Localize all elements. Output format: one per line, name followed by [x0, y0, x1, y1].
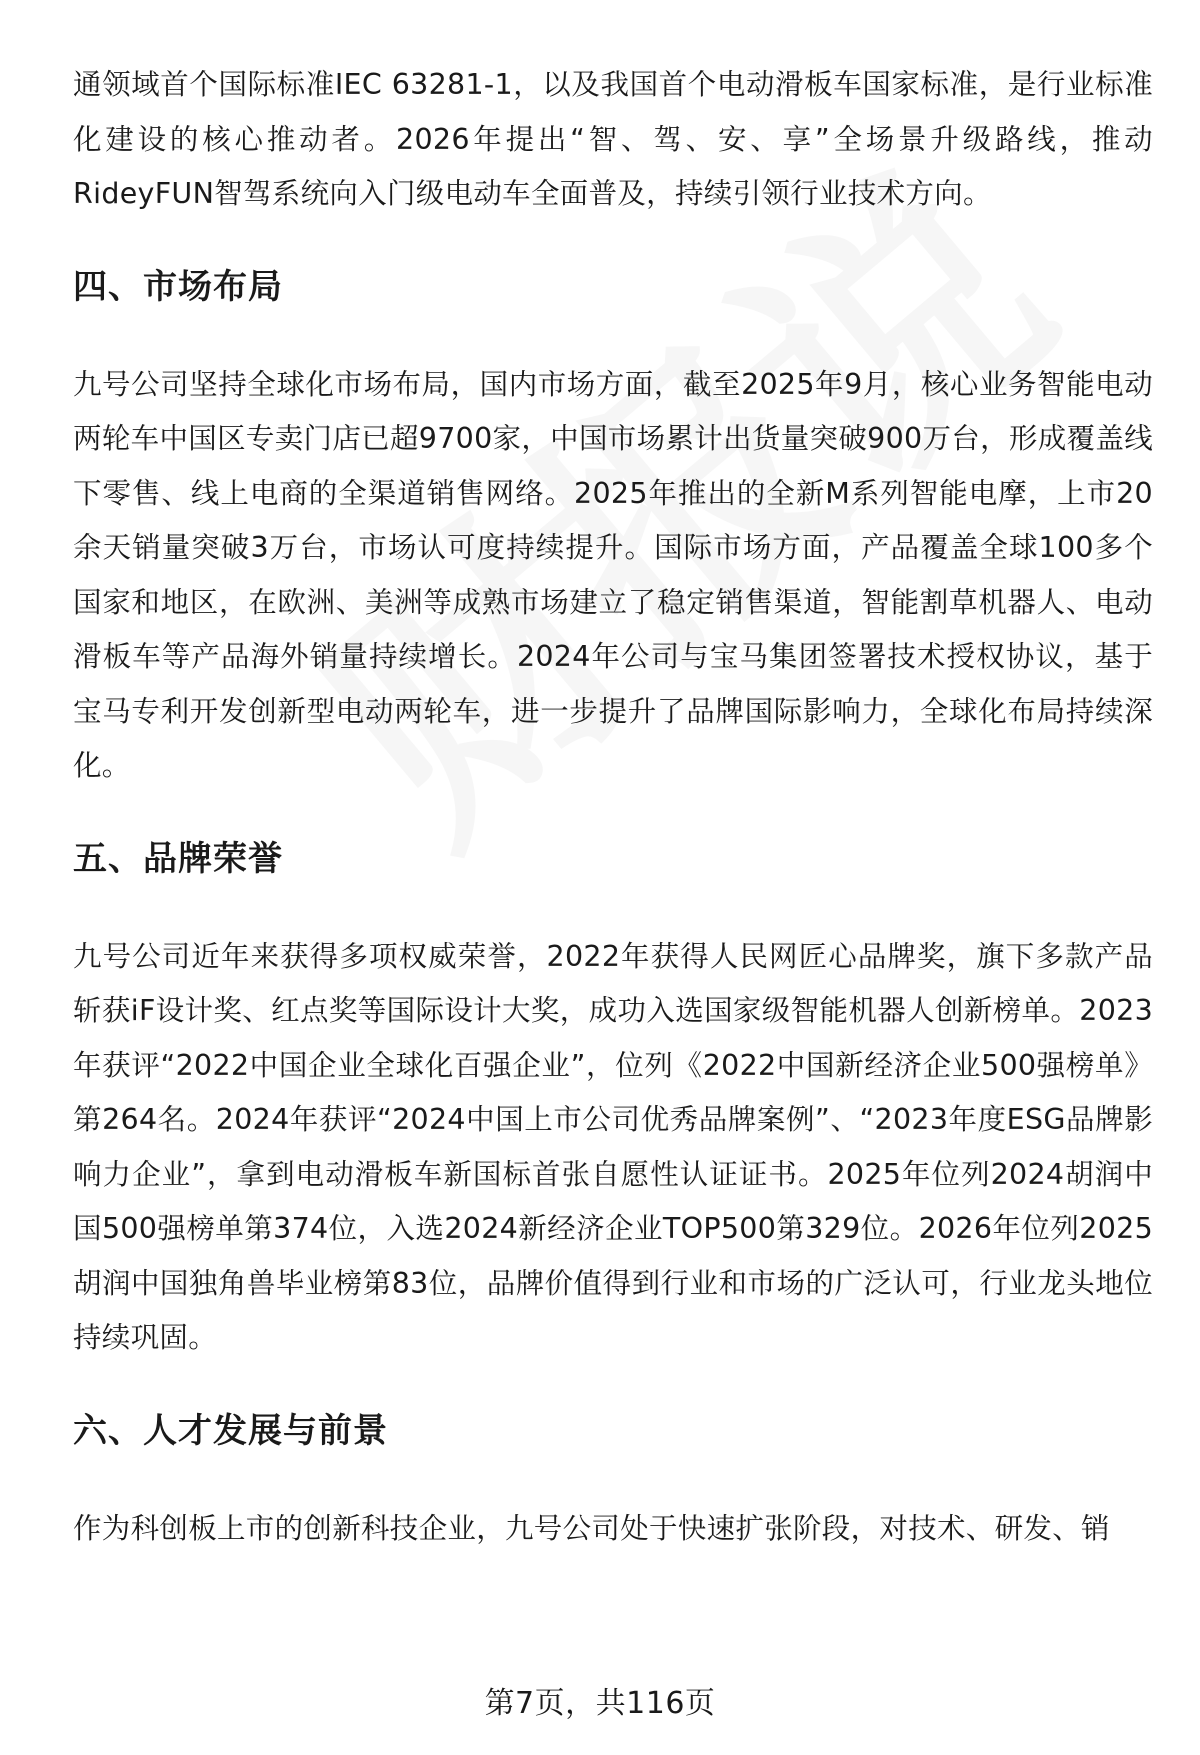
section-heading-brand: 五、品牌荣誉 [73, 838, 283, 879]
market-paragraph: 九号公司坚持全球化市场布局，国内市场方面，截至2025年9月，核心业务智能电动两轮车中国区专卖门店已超9700家，中国市场累计出货量突破900万台，形成覆盖线下零售、线上电商的全渠道销售网络。2025年推出的全新M系列智能电摩，上市20余天销量突破3万台，市场认可度持续提升。国际市场方面，产品覆盖全球100多个国家和地区，在欧洲、美洲等成熟市场建立了稳定销售渠道，智能割草机器人、电动滑板车等产品海外销量持续增长。2024年公司与宝马集团签署技术授权协议，基于宝马专利开发创新型电动两轮车，进一步提升了品牌国际影响力，全球化布局持续深化。 [73, 367, 1153, 782]
intro-paragraph: 通领域首个国际标准IEC 63281-1，以及我国首个电动滑板车国家标准，是行业标准化建设的核心推动者。2026年提出“智、驾、安、享”全场景升级路线，推动RideyFUN智驾系统向入门级电动车全面普及，持续引领行业技术方向。 [73, 68, 1153, 210]
section-heading-market: 四、市场布局 [73, 266, 283, 307]
document-body [73, 58, 1153, 1556]
section-heading-talent: 六、人才发展与前景 [73, 1410, 388, 1451]
brand-paragraph: 九号公司近年来获得多项权威荣誉，2022年获得人民网匠心品牌奖，旗下多款产品斩获iF设计奖、红点奖等国际设计大奖，成功入选国家级智能机器人创新榜单。2023年获评“2022中国企业全球化百强企业”，位列《2022中国新经济企业500强榜单》第264名。2024年获评“2024中国上市公司优秀品牌案例”、“2023年度ESG品牌影响力企业”，拿到电动滑板车新国标首张自愿性认证证书。2025年位列2024胡润中国500强榜单第374位，入选2024新经济企业TOP500第329位。2026年位列2025胡润中国独角兽毕业榜第83位，品牌价值得到行业和市场的广泛认可，行业龙头地位持续巩固。 [73, 939, 1153, 1354]
talent-paragraph: 作为科创板上市的创新科技企业，九号公司处于快速扩张阶段，对技术、研发、销 [73, 1511, 1110, 1545]
page-number: 第7页，共116页 [484, 1686, 716, 1721]
